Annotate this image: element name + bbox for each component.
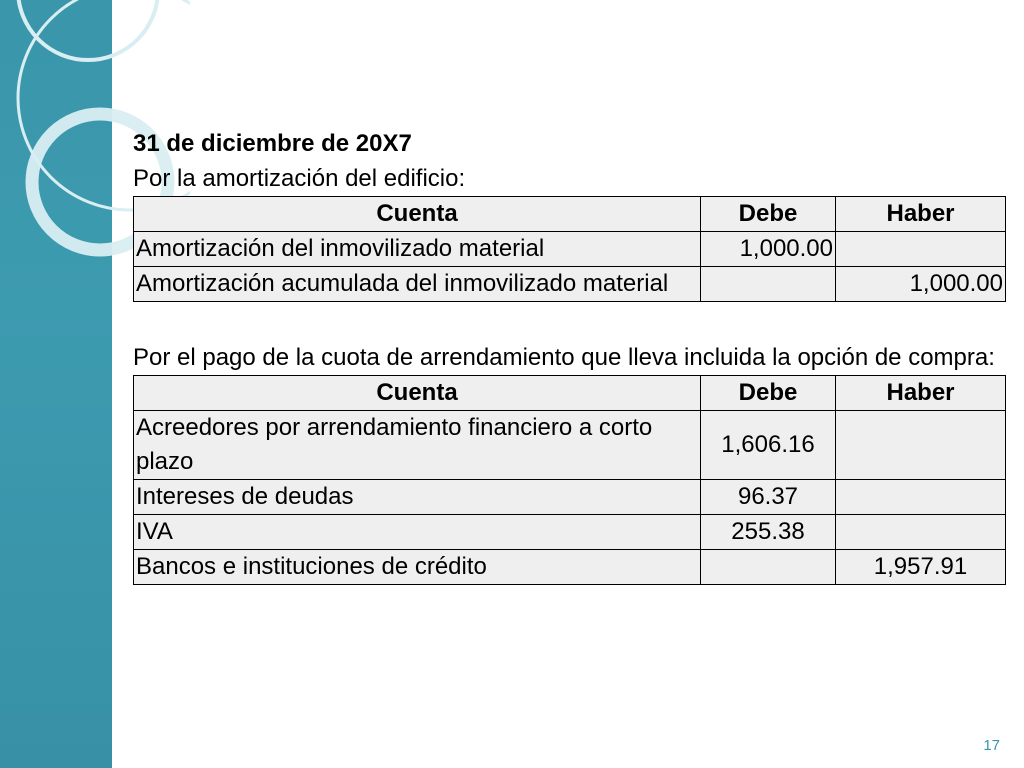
cell-haber [836,480,1006,515]
cell-debe: 1,606.16 [701,411,836,480]
entry2-caption: Por el pago de la cuota de arrendamiento que lleva incluida la opción de compra: [133,344,995,371]
journal-table-1 [133,196,1006,302]
header-cuenta: Cuenta [134,376,701,411]
table-row [134,411,1006,480]
header-debe: Debe [701,197,836,232]
cell-cuenta: Amortización del inmovilizado material [134,232,701,267]
cell-debe [701,267,836,302]
cell-haber [836,232,1006,267]
table-row [134,480,1006,515]
table-row [134,267,1006,302]
cell-haber: 1,000.00 [836,267,1006,302]
cell-cuenta: Amortización acumulada del inmovilizado material [134,267,701,302]
table-row [134,515,1006,550]
cell-cuenta: Bancos e instituciones de crédito [134,550,701,585]
cell-debe: 255.38 [701,515,836,550]
journal-table-2 [133,375,1006,585]
header-debe: Debe [701,376,836,411]
cell-cuenta: Intereses de deudas [134,480,701,515]
entry1-caption: Por la amortización del edificio: [133,165,466,192]
sidebar-band [0,0,112,768]
table-row [134,232,1006,267]
slide-content [133,126,1005,585]
cell-debe: 96.37 [701,480,836,515]
header-haber: Haber [836,197,1006,232]
cell-cuenta: Acreedores por arrendamiento financiero a corto plazo [134,411,701,480]
header-cuenta: Cuenta [134,197,701,232]
header-haber: Haber [836,376,1006,411]
cell-haber: 1,957.91 [836,550,1006,585]
cell-haber [836,515,1006,550]
table-row [134,550,1006,585]
cell-debe [701,550,836,585]
entry-date: 31 de diciembre de 20X7 [133,130,412,157]
cell-haber [836,411,1006,480]
table-header-row [134,197,1006,232]
cell-debe: 1,000.00 [701,232,836,267]
page-number: 17 [983,737,1000,754]
cell-cuenta: IVA [134,515,701,550]
table-header-row [134,376,1006,411]
